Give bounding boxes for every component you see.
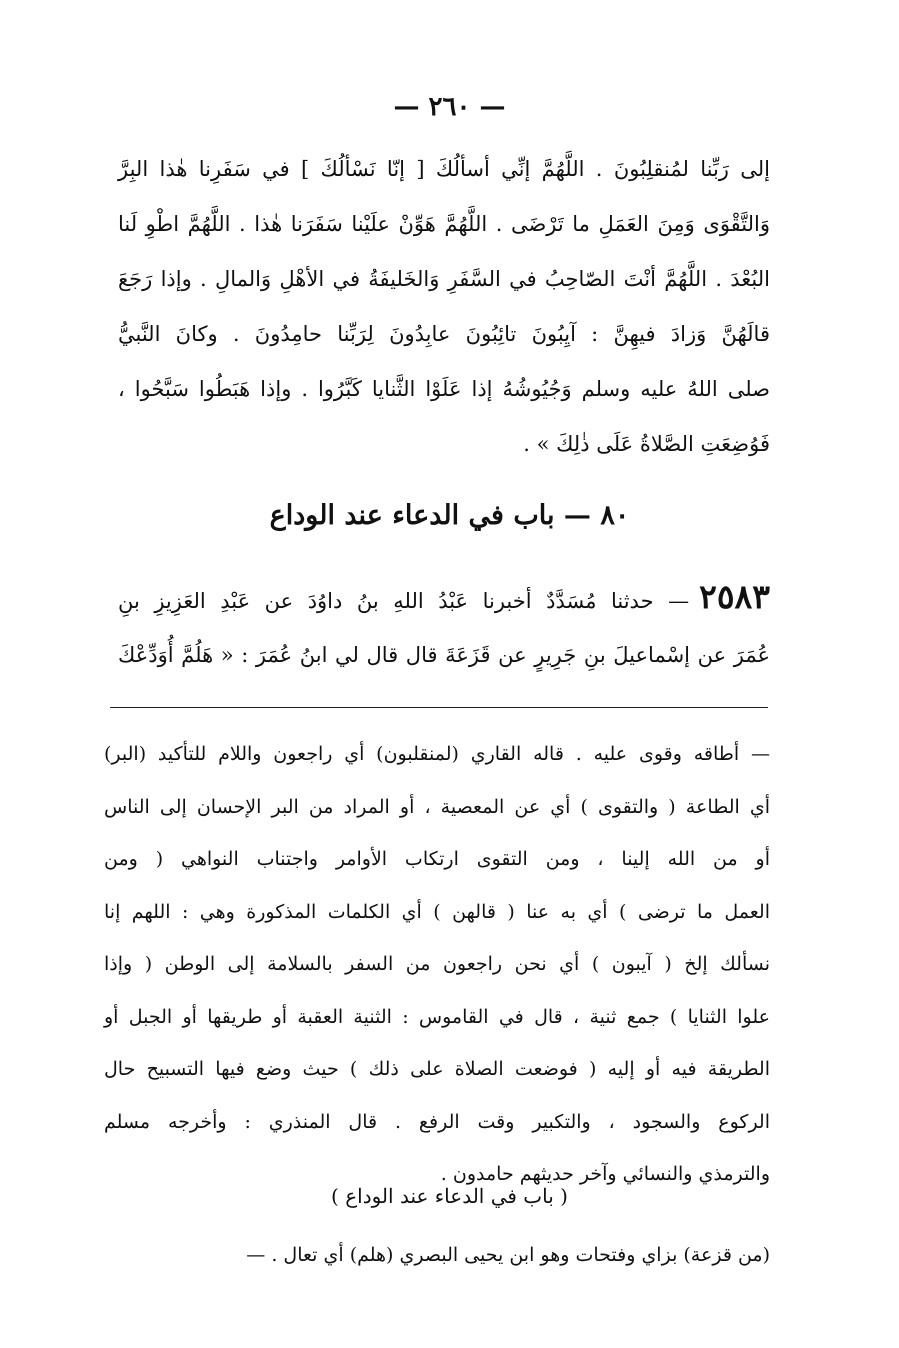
commentary-line: الركوع والسجود ، والتكبير وقت الرفع . قال المنذري : وأخرجه مسلم (104, 1110, 770, 1133)
commentary-last-line: (من قزعة) بزاي وفتحات وهو ابن يحيى البصري (هلم) أي تعال . — (246, 1244, 770, 1266)
main-text-line: فَوُضِعَتِ الصَّلاةُ عَلَى ذٰلِكَ » . (523, 432, 770, 456)
commentary-line: علوا الثنايا ) جمع ثنية ، قال في القاموس : الثنية العقبة أو طريقها أو الجبل أو (104, 1005, 770, 1028)
main-text-line: قالَهُنَّ وَزادَ فيهِنَّ : آيِبُونَ تائِبُونَ عابِدُونَ لِرَبِّنا حامِدُونَ . وكانَ النَّبيُّ (118, 322, 770, 346)
hadith-number: ٢٥٨٣ (699, 577, 770, 616)
main-text-line: البُعْدَ . اللَّهُمَّ أنْتَ الصّاحِبُ في السَّفَرِ وَالخَليفَةُ في الأهْلِ وَالمالِ . وإذا رَجَعَ (118, 267, 770, 291)
commentary-line: — أطاقه وقوى عليه . قاله القاري (لمنقلبون) أي راجعون واللام للتأكيد (البر) (104, 743, 770, 765)
main-text-line: وَالتَّقْوَى وَمِنَ العَمَلِ ما تَرْضَى . اللَّهُمَّ هَوِّنْ علَيْنا سَفَرَنا هٰذا . اللَّهُمَّ اطْوِ لَنا (118, 212, 770, 236)
commentary-line: أي الطاعة ( والتقوى ) أي عن المعصية ، أو المراد من البر الإحسان إلى الناس (104, 795, 770, 818)
footnote-divider (110, 707, 768, 708)
hadith-line: عُمَرَ عن إسْماعيلَ بنِ جَرِيرٍ عن قَزَعَةَ قال قال لي ابنُ عُمَرَ : « هَلُمَّ أُوَدِّعْكَ (118, 643, 770, 667)
main-text-line: إلى رَبِّنا لمُنقلِبُونَ . اللَّهُمَّ إنِّي أسألُكَ [ إنّا نَسْألُكَ ] في سَفَرِنا هٰذا البِرَّ (118, 157, 770, 181)
hadith-block (118, 568, 770, 684)
hadith-line-text: — حدثنا مُسَدَّدٌ أخبرنا عَبْدُ اللهِ بنُ داوُدَ عن عَبْدِ العَزِيزِ بنِ (118, 589, 690, 613)
main-text (118, 142, 770, 472)
commentary (104, 728, 770, 1201)
commentary-heading: ( باب في الدعاء عند الوداع ) (331, 1184, 568, 1208)
main-text-line: صلى اللهُ عليه وسلم وَجُيُوشُهُ إذا عَلَوْا الثَّنايا كَبَّرُوا . وإذا هَبَطُوا سَبَّحُوا ، (118, 377, 770, 401)
hadith-line (118, 568, 770, 626)
commentary-line: الطريقة فيه أو إليه ( فوضعت الصلاة على ذلك ) حيث وضع فيها التسبيح حال (104, 1058, 770, 1080)
commentary-line: العمل ما ترضى ) أي به عنا ( قالهن ) أي الكلمات المذكورة وهي : اللهم إنا (104, 900, 770, 923)
page-number: — ٢٦٠ — (393, 92, 506, 122)
chapter-heading: ٨٠ — باب في الدعاء عند الوداع (269, 500, 630, 531)
commentary-line: أو من الله إلينا ، ومن التقوى ارتكاب الأوامر واجتناب النواهي ( ومن (104, 848, 770, 870)
commentary-line: والترمذي والنسائي وآخر حديثهم حامدون . (440, 1163, 770, 1185)
commentary-line: نسألك إلخ ( آيبون ) أي نحن راجعون من السفر بالسلامة إلى الوطن ( وإذا (104, 953, 770, 975)
